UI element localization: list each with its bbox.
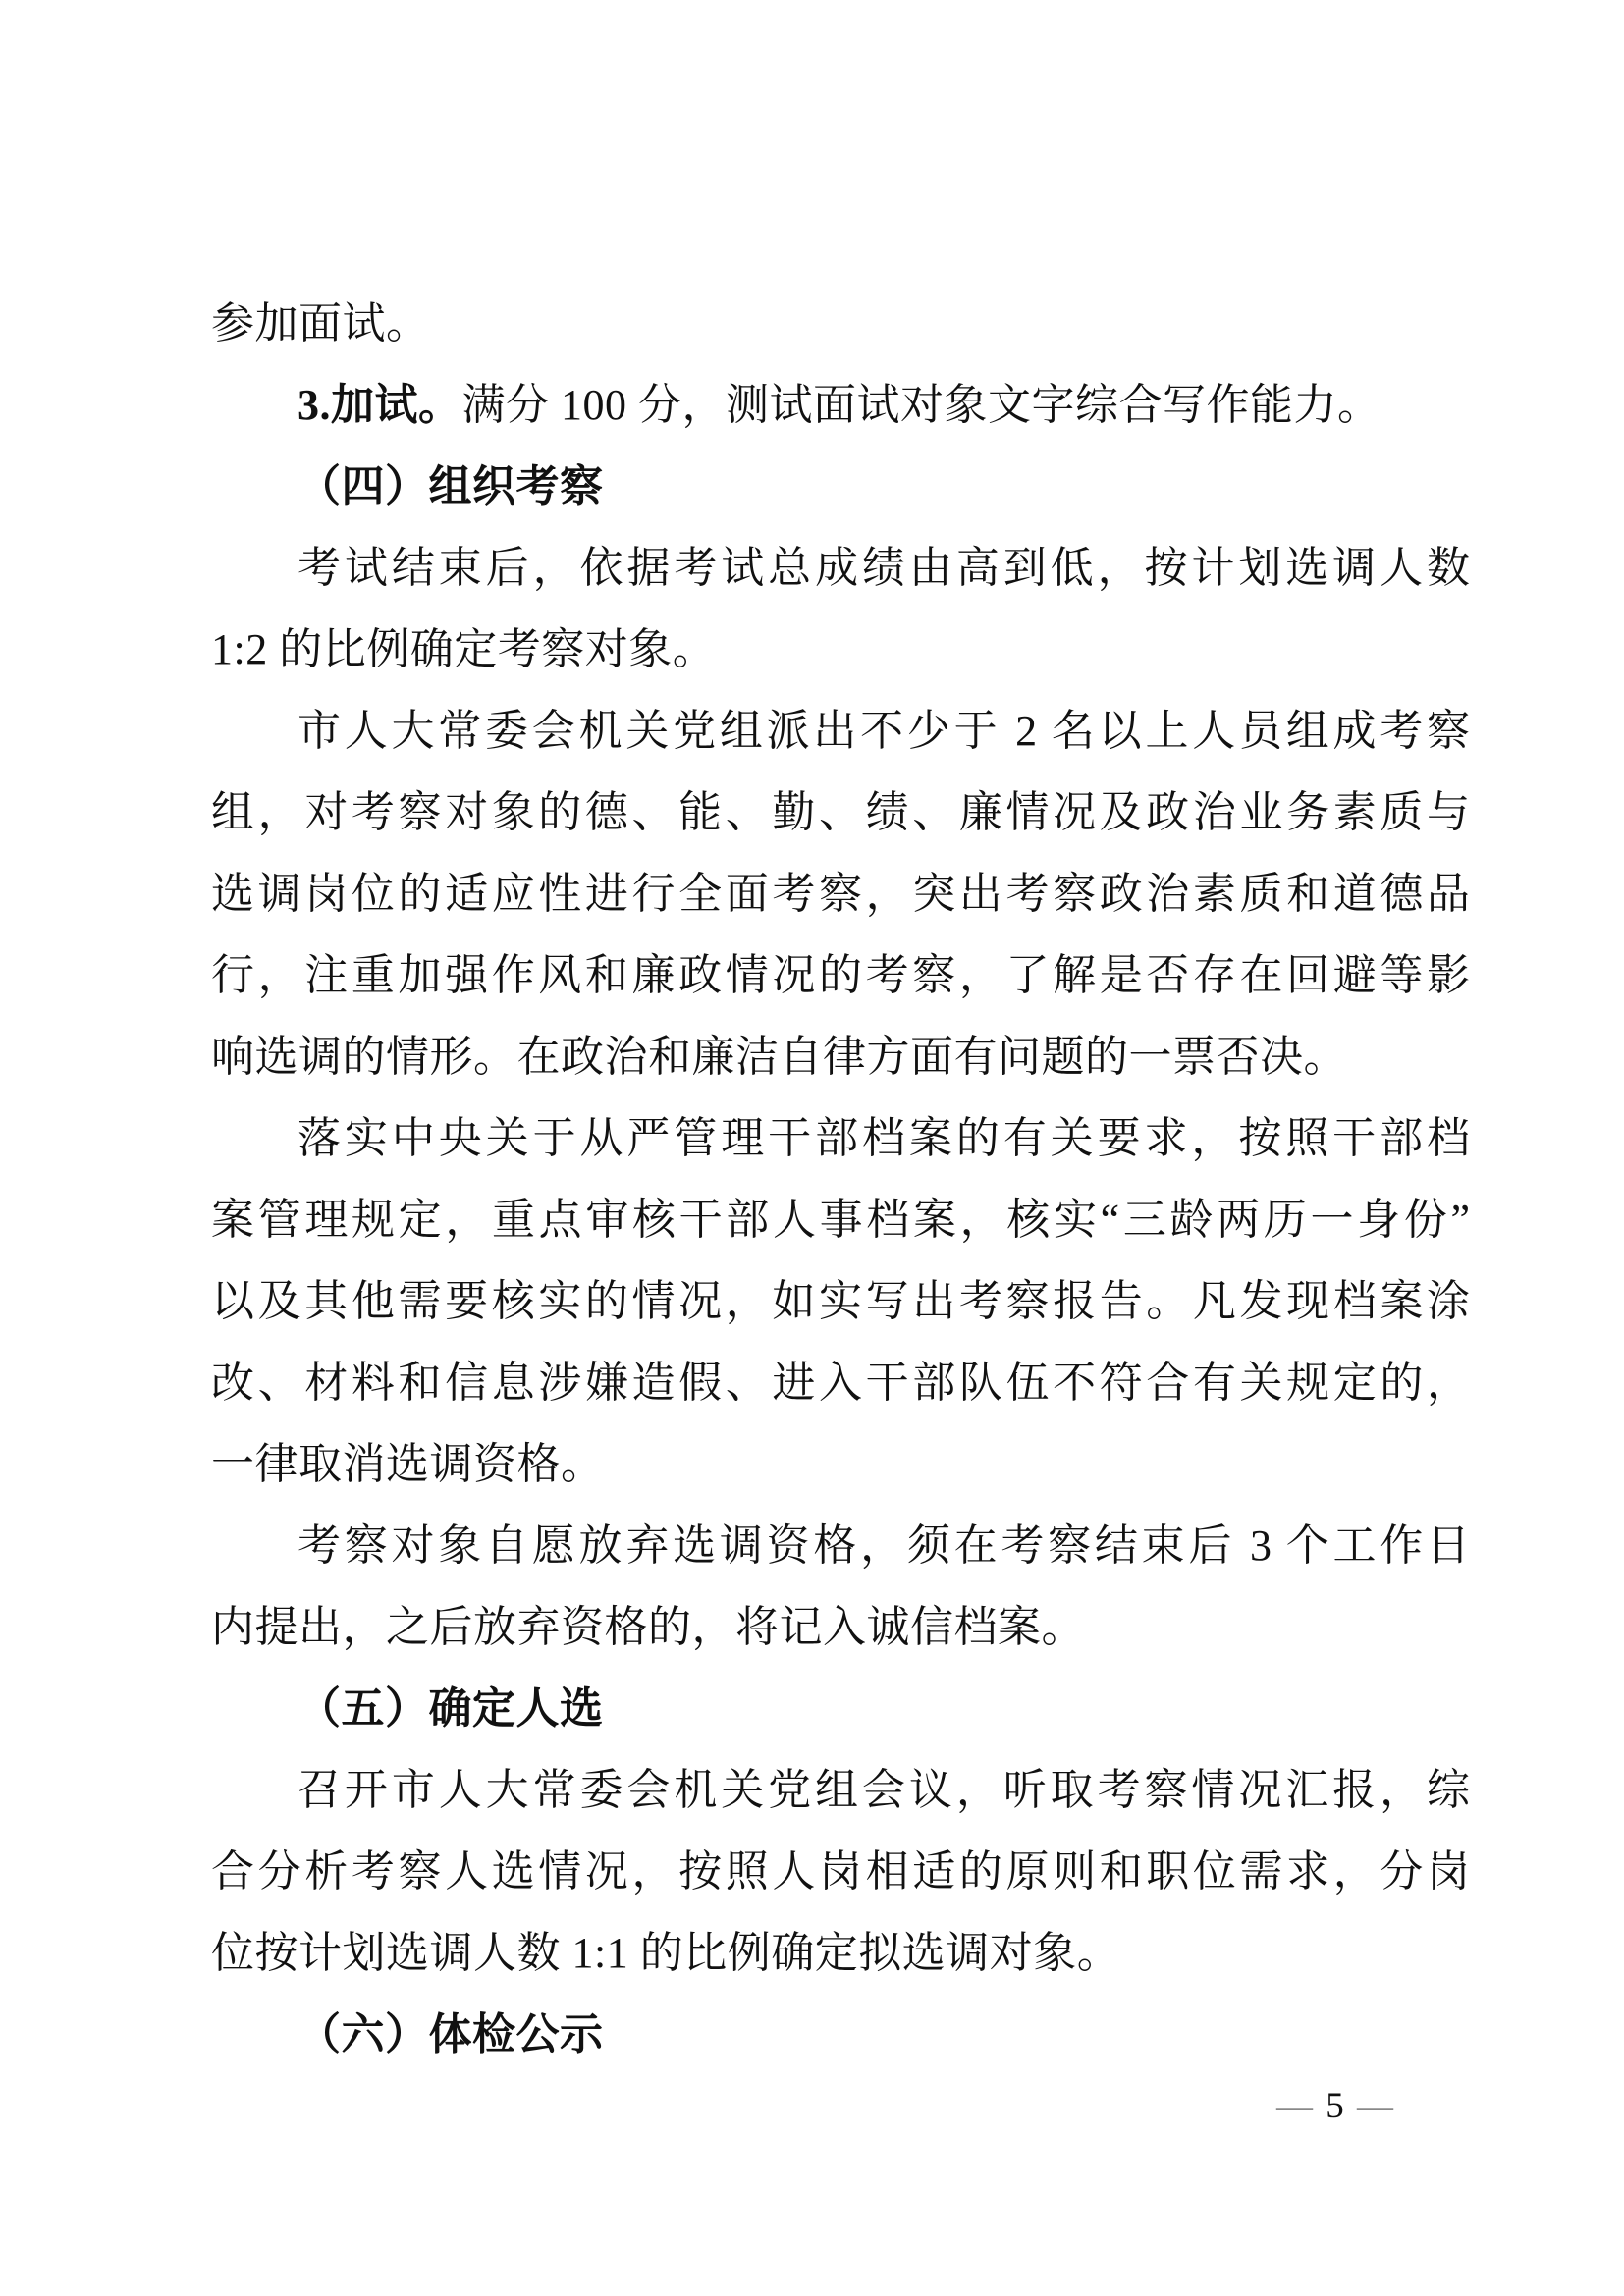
text-line: 合分析考察人选情况，按照人岗相适的原则和职位需求，分岗 [211,1847,1470,1896]
text-line: 组，对考察对象的德、能、勤、绩、廉情况及政治业务素质与 [211,788,1470,836]
bold-lead-text: 3.加试。 [298,381,462,429]
text-line: 行，注重加强作风和廉政情况的考察，了解是否存在回避等影 [211,951,1470,999]
text-line: 考察对象自愿放弃选调资格，须在考察结束后 3 个工作日 [298,1522,1470,1570]
text-line: 落实中央关于从严管理干部档案的有关要求，按照干部档 [298,1114,1470,1162]
text-line: 选调岗位的适应性进行全面考察，突出考察政治素质和道德品 [211,870,1470,918]
text-line: 1:2 的比例确定考察对象。 [211,625,717,673]
section-heading: （四）组织考察 [298,462,604,510]
text-line: 考试结束后，依据考试总成绩由高到低，按计划选调人数 [298,544,1470,592]
text-line: 以及其他需要核实的情况，如实写出考察报告。凡发现档案涂 [211,1277,1470,1325]
text-line: 响选调的情形。在政治和廉洁自律方面有问题的一票否决。 [211,1033,1347,1081]
text-line: 3.加试。满分 100 分，测试面试对象文字综合写作能力。 [298,381,1381,429]
text-line: 一律取消选调资格。 [211,1440,605,1488]
text-line: 位按计划选调人数 1:1 的比例确定拟选调对象。 [211,1929,1121,1977]
section-heading: （六）体检公示 [298,2010,604,2058]
document-body [211,283,1470,2075]
text-line: 参加面试。 [211,299,430,347]
text-line: 市人大常委会机关党组派出不少于 2 名以上人员组成考察 [298,707,1470,755]
text-line: 案管理规定，重点审核干部人事档案，核实“三龄两历一身份” [211,1196,1470,1244]
text-line: 召开市人大常委会机关党组会议，听取考察情况汇报，综 [298,1766,1470,1814]
text-line: 内提出，之后放弃资格的，将记入诚信档案。 [211,1603,1085,1651]
text-line: 改、材料和信息涉嫌造假、进入干部队伍不符合有关规定的， [211,1359,1470,1407]
page-number: — 5 — [1276,2086,1395,2126]
section-heading: （五）确定人选 [298,1684,604,1733]
